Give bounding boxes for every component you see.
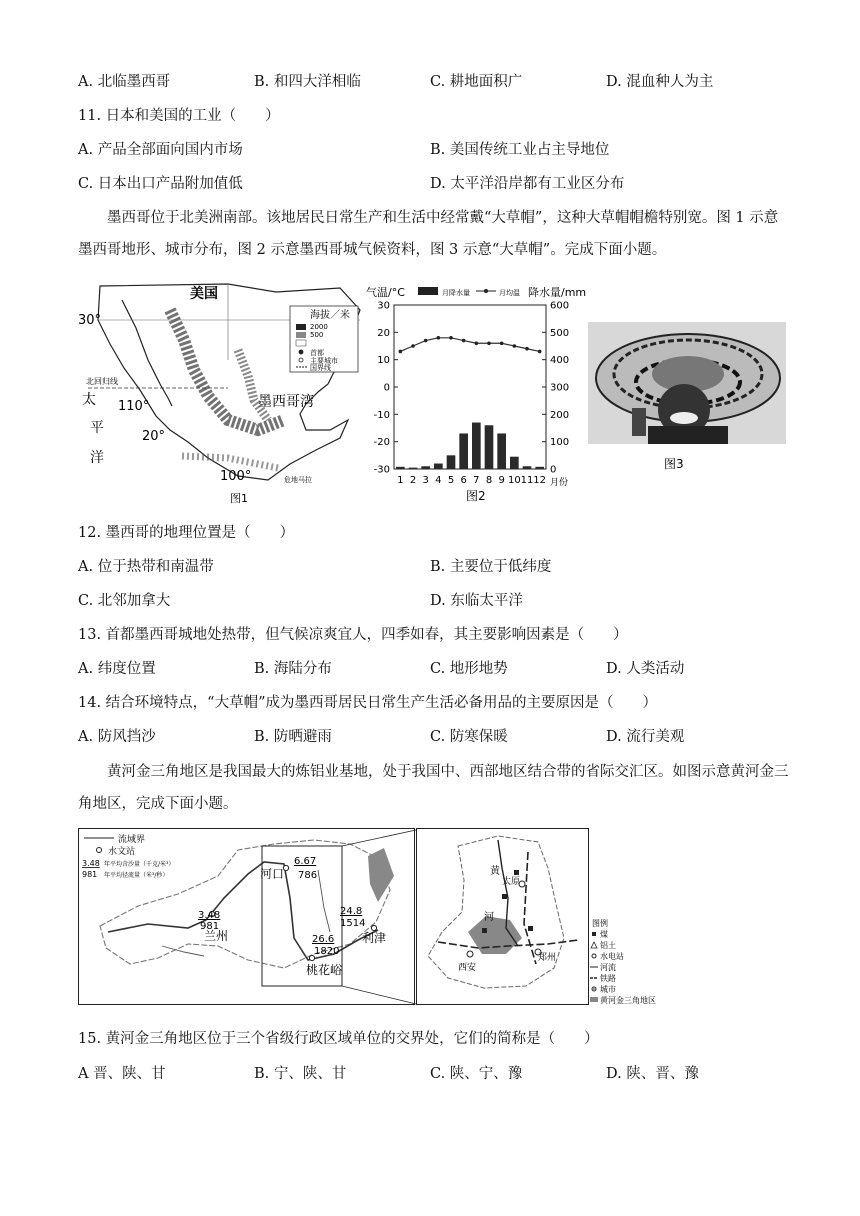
fig4-inset-taiyuan: 太原 xyxy=(502,877,521,887)
fig1-legend-500: 500 xyxy=(310,331,324,339)
mexico-intro: 墨西哥位于北美洲南部。该地居民日常生产和生活中经常戴“大草帽”，这种大草帽帽檐特别宽。图 1 示意墨西哥地形、城市分布，图 2 示意墨西哥城气候资料，图 3 示意“大草帽”。完成下面小题。 xyxy=(78,210,779,258)
fig1-caption: 图1 xyxy=(230,492,248,505)
fig4-lanzhou-flow: 981 xyxy=(200,921,220,932)
fig4-inset-legend-river: 河流 xyxy=(600,963,616,972)
q15-stem: 15. 黄河金三角地区位于三个省级行政区域单位的交界处，它们的简称是（ ） xyxy=(78,1031,599,1047)
fig1-legend-border: 国界线 xyxy=(310,364,331,372)
fig2-right-tick-label: 300 xyxy=(550,382,570,394)
q11-option-b: B. 美国传统工业占主导地位 xyxy=(430,142,610,158)
fig2-x-tick-label: 8 xyxy=(485,475,493,486)
fig2-left-tick-label: 0 xyxy=(383,382,390,394)
fig4-inset-legend-hydro: 水电站 xyxy=(600,952,624,961)
fig2-x-tick-label: 7 xyxy=(473,475,480,486)
fig4-hekou-name: 河口 xyxy=(260,867,285,881)
fig2-right-tick-label: 100 xyxy=(550,437,570,449)
figure-2-climate-chart xyxy=(366,283,588,505)
fig2-left-tick-label: 10 xyxy=(377,355,390,367)
fig2-x-tick-label: 6 xyxy=(460,475,467,486)
fig1-label-pacific-3: 洋 xyxy=(90,450,104,466)
q12-option-b: B. 主要位于低纬度 xyxy=(430,559,552,575)
q15-option-d: D. 陕、晋、豫 xyxy=(606,1066,699,1082)
fig2-left-tick-label: 30 xyxy=(377,300,390,312)
fig1-bottom-note: 危地马拉 xyxy=(284,476,312,484)
fig2-x-tick-label: 4 xyxy=(435,475,442,486)
fig4-legend-num2: 981 xyxy=(82,870,98,879)
q10-option-d: D. 混血种人为主 xyxy=(606,74,714,90)
fig1-legend-city: 主要城市 xyxy=(310,357,338,365)
fig2-precip-bar xyxy=(510,457,519,469)
fig4-taohuayu-flow: 1820 xyxy=(314,946,340,957)
fig4-lijin-flow: 1514 xyxy=(340,918,366,929)
fig4-inset-legend-rail: 铁路 xyxy=(600,974,616,983)
fig2-precip-bar xyxy=(472,423,481,469)
fig2-legend-bar: 月降水量 xyxy=(442,289,470,297)
fig2-precip-bar xyxy=(409,468,418,469)
q14-stem: 14. 结合环境特点，“大草帽”成为墨西哥居民日常生产生活必备用品的主要原因是（ ） xyxy=(78,695,657,711)
fig4-legend-basin: 流域界 xyxy=(118,835,146,845)
fig2-temp-point xyxy=(513,344,517,348)
fig2-temp-point xyxy=(399,350,403,354)
fig2-precip-bar xyxy=(421,466,430,469)
fig1-label-lat30: 30° xyxy=(78,313,102,328)
q13-option-b: B. 海陆分布 xyxy=(254,661,332,677)
fig2-caption: 图2 xyxy=(466,489,486,503)
fig1-label-usa: 美国 xyxy=(190,286,218,302)
fig2-right-tick-label: 200 xyxy=(550,409,570,421)
fig4-hekou-flow: 786 xyxy=(298,870,318,881)
fig1-label-pacific-2: 平 xyxy=(90,420,104,436)
fig4-lanzhou-sand: 3.48 xyxy=(198,910,221,921)
fig2-temp-point xyxy=(449,336,453,340)
q13-option-d: D. 人类活动 xyxy=(606,661,685,677)
fig4-hekou-sand: 6.67 xyxy=(294,856,317,867)
fig2-right-title: 降水量/mm xyxy=(528,286,587,299)
q15-option-b: B. 宁、陕、甘 xyxy=(254,1066,347,1082)
fig2-temp-point xyxy=(487,341,491,345)
fig4-taohuayu-sand: 26.6 xyxy=(312,934,335,945)
fig2-right-tick-label: 500 xyxy=(550,327,570,339)
q10-option-c: C. 耕地面积广 xyxy=(430,74,523,90)
fig2-temp-point xyxy=(437,336,441,340)
q10-option-b: B. 和四大洋相临 xyxy=(254,74,361,90)
q11-stem: 11. 日本和美国的工业（ ） xyxy=(78,108,280,124)
fig2-temp-point xyxy=(411,344,415,348)
fig2-x-tick-label: 12 xyxy=(533,475,547,486)
fig4-inset-legend-coal: 煤 xyxy=(600,930,608,939)
fig2-left-tick-label: -10 xyxy=(373,409,390,421)
fig4-inset-zhengzhou: 郑州 xyxy=(538,953,557,963)
fig2-precip-bar xyxy=(447,455,456,469)
fig1-label-lon110: 110° xyxy=(118,399,150,414)
fig1-label-pacific-1: 太 xyxy=(82,392,96,408)
figure-1-mexico-map xyxy=(78,280,363,506)
q13-stem: 13. 首都墨西哥城地处热带，但气候凉爽宜人，四季如春，其主要影响因素是（ ） xyxy=(78,627,628,643)
q14-option-b: B. 防晒避雨 xyxy=(254,729,332,745)
q15-option-c: C. 陕、宁、豫 xyxy=(430,1066,523,1082)
fig2-x-tick-label: 10 xyxy=(507,475,521,486)
q12-option-d: D. 东临太平洋 xyxy=(430,593,523,609)
q10-option-a: A. 北临墨西哥 xyxy=(78,74,171,90)
fig2-left-tick-label: 20 xyxy=(377,327,390,339)
fig2-temp-point xyxy=(475,341,479,345)
fig2-x-tick-label: 1 xyxy=(397,475,404,486)
fig4-legend-num1: 3.48 xyxy=(82,859,100,868)
figure-4-yellow-river-map xyxy=(78,828,690,1018)
fig2-temp-point xyxy=(462,339,466,343)
q15-option-a: A 晋、陕、甘 xyxy=(78,1066,166,1082)
fig1-legend-2000: 2000 xyxy=(310,323,328,331)
fig4-inset-legend-bauxite: 铝土 xyxy=(600,941,616,950)
fig4-legend-desc2: 年平均径流量（米³/秒） xyxy=(104,872,169,879)
fig2-precip-bar xyxy=(535,467,544,469)
fig2-precip-bar xyxy=(497,433,506,469)
fig1-label-tropic: 北回归线 xyxy=(86,377,118,386)
fig2-x-tick-label: 9 xyxy=(498,475,505,486)
q13-option-c: C. 地形地势 xyxy=(430,661,508,677)
fig4-inset-huang: 黄 xyxy=(490,866,500,877)
fig2-precip-bar xyxy=(396,467,405,469)
fig1-label-lon100: 100° xyxy=(220,469,252,484)
fig1-label-lat20: 20° xyxy=(142,429,166,444)
fig2-temperature-line xyxy=(400,338,539,352)
q11-option-c: C. 日本出口产品附加值低 xyxy=(78,176,243,192)
fig1-legend-capital: 首都 xyxy=(310,349,324,357)
fig2-plot-frame xyxy=(394,305,546,469)
fig2-month-label: 月份 xyxy=(550,478,569,488)
fig4-inset-legend-title: 图例 xyxy=(592,919,608,928)
fig2-temp-point xyxy=(500,341,504,345)
yellow-river-intro: 黄河金三角地区是我国最大的炼铝业基地，处于我国中、西部地区结合带的省际交汇区。如图示意黄河金三角地区，完成下面小题。 xyxy=(78,764,789,812)
q11-option-d: D. 太平洋沿岸都有工业区分布 xyxy=(430,176,625,192)
q13-option-a: A. 纬度位置 xyxy=(78,661,156,677)
fig3-caption: 图3 xyxy=(664,457,684,471)
fig2-right-tick-label: 400 xyxy=(550,355,570,367)
fig2-temp-point xyxy=(538,350,542,354)
fig2-precip-bar xyxy=(523,466,532,469)
fig2-precip-bar xyxy=(485,425,494,469)
q12-option-c: C. 北邻加拿大 xyxy=(78,593,171,609)
fig4-inset-legend-region: 黄河金三角地区 xyxy=(600,996,656,1005)
fig2-left-title: 气温/°C xyxy=(366,286,405,299)
q12-option-a: A. 位于热带和南温带 xyxy=(78,559,214,575)
fig2-right-tick-label: 600 xyxy=(550,300,570,312)
fig2-left-tick-label: -20 xyxy=(373,437,390,449)
fig4-lijin-name: 利津 xyxy=(362,931,387,945)
fig4-inset-legend-city: 城市 xyxy=(600,985,616,994)
q14-option-c: C. 防寒保暖 xyxy=(430,729,508,745)
fig2-temp-point xyxy=(525,347,529,351)
fig2-left-tick-label: -30 xyxy=(373,464,390,476)
q14-option-a: A. 防风挡沙 xyxy=(78,729,156,745)
fig4-taohuayu-name: 桃花峪 xyxy=(306,963,343,977)
fig4-inset-xian: 西安 xyxy=(458,963,477,973)
figure-3-sombrero-photo xyxy=(588,322,786,472)
fig4-lijin-sand: 24.8 xyxy=(340,906,363,917)
fig2-right-tick-label: 0 xyxy=(550,464,557,476)
fig2-x-tick-label: 11 xyxy=(520,475,534,486)
fig2-x-tick-label: 2 xyxy=(409,475,417,486)
fig2-precip-bar xyxy=(434,464,443,469)
fig2-legend-line: 月均温 xyxy=(499,289,520,297)
fig2-precip-bar xyxy=(459,433,468,469)
fig2-x-tick-label: 5 xyxy=(447,475,455,486)
fig2-temp-point xyxy=(424,339,428,343)
fig4-legend-station: 水文站 xyxy=(108,847,136,857)
fig4-inset-he: 河 xyxy=(484,912,494,923)
fig1-label-gulf: 墨西哥湾 xyxy=(258,394,314,410)
q14-option-d: D. 流行美观 xyxy=(606,729,685,745)
q12-stem: 12. 墨西哥的地理位置是（ ） xyxy=(78,525,295,541)
fig1-legend-title: 海拔／米 xyxy=(310,310,350,321)
fig2-x-tick-label: 3 xyxy=(422,475,429,486)
fig4-legend-desc1: 年平均含沙量（千克/米³） xyxy=(104,861,175,868)
q11-option-a: A. 产品全部面向国内市场 xyxy=(78,142,243,158)
fig4-lanzhou-name: 兰州 xyxy=(204,929,229,943)
